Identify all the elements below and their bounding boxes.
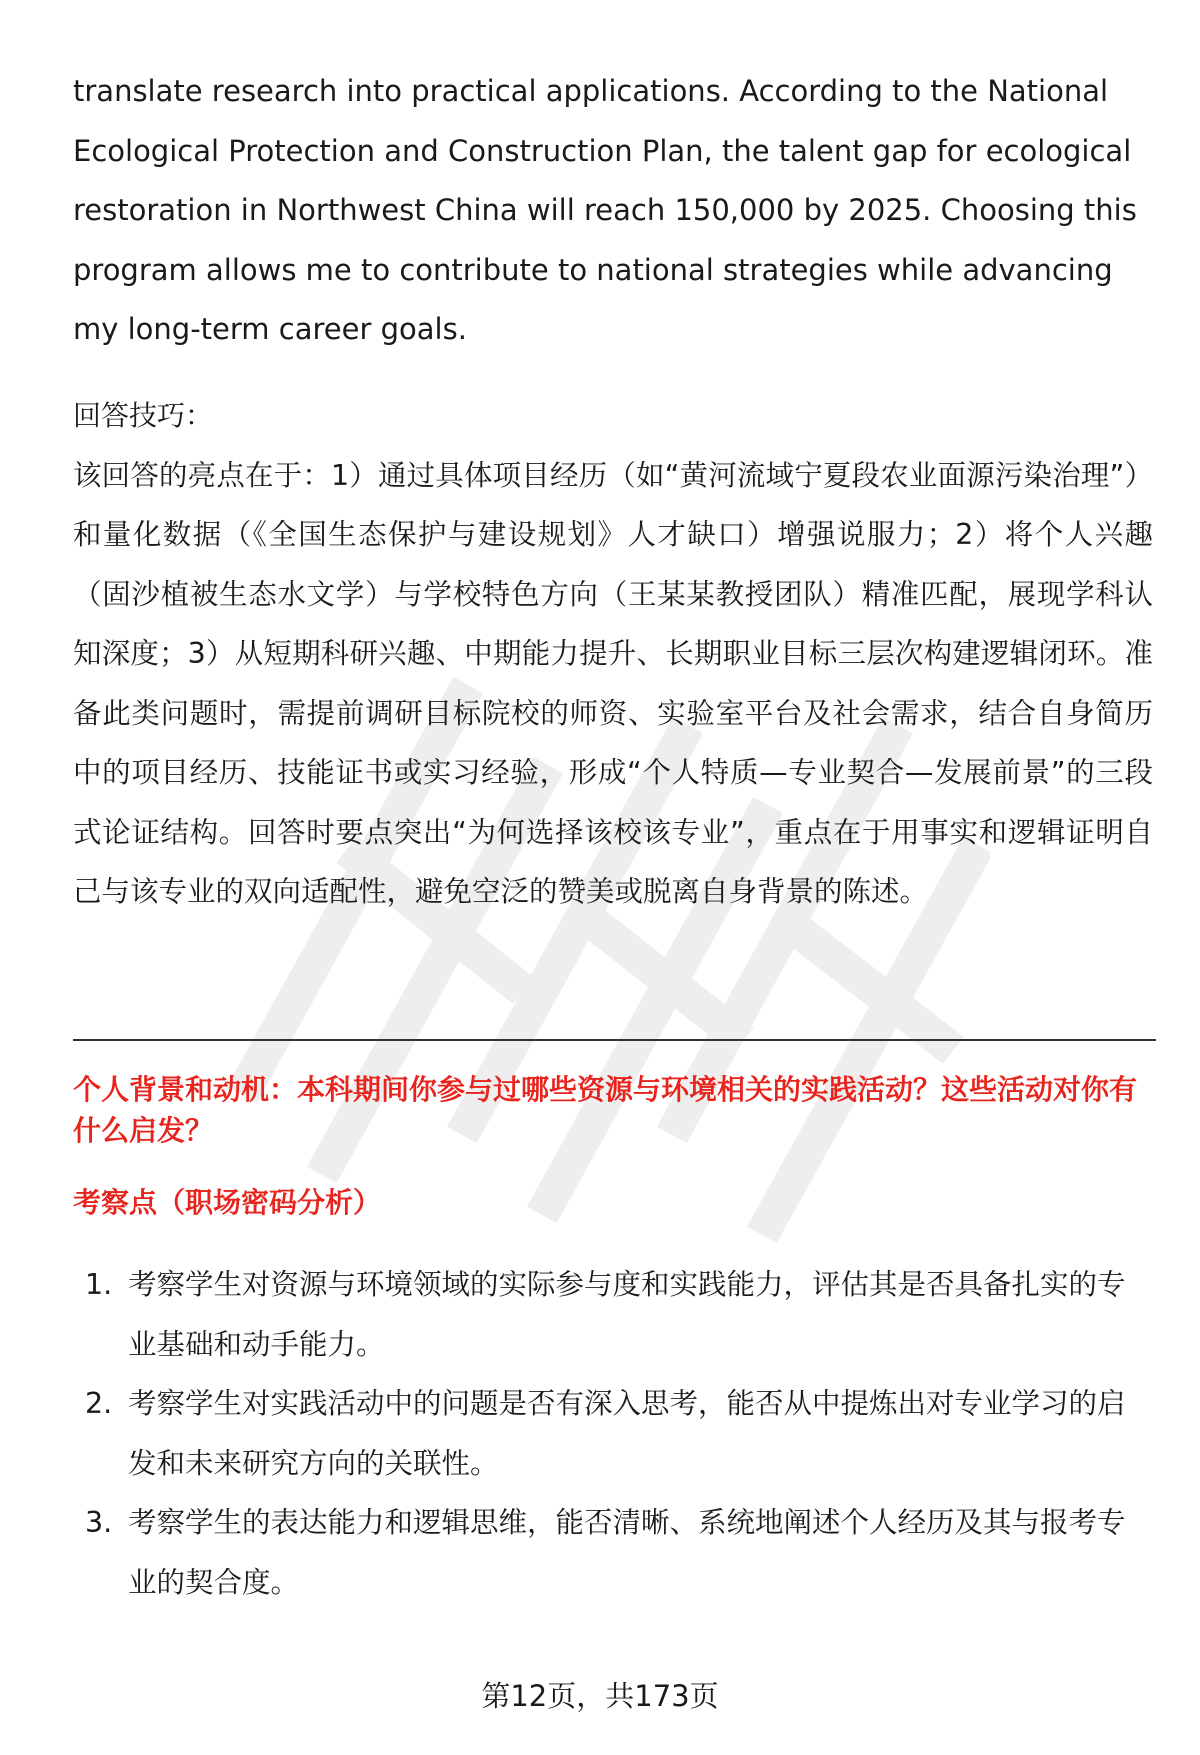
list-item-number: 2. — [85, 1387, 113, 1420]
list-item-number: 1. — [85, 1268, 113, 1301]
page-content — [73, 62, 1153, 922]
page-number: 第12页，共173页 — [481, 1679, 719, 1713]
exam-points-title: 考察点（职场密码分析） — [73, 1186, 382, 1219]
list-item — [73, 1255, 1153, 1374]
list-item-text: 考察学生对资源与环境领域的实际参与度和实践能力，评估其是否具备扎实的专业基础和动手能力。 — [128, 1268, 1126, 1361]
interview-question: 个人背景和动机：本科期间你参与过哪些资源与环境相关的实践活动？这些活动对你有什么启发？ — [73, 1073, 1138, 1147]
list-item — [73, 1493, 1153, 1612]
list-item-text: 考察学生的表达能力和逻辑思维，能否清晰、系统地阐述个人经历及其与报考专业的契合度。 — [128, 1506, 1126, 1599]
english-paragraph: translate research into practical applications. According to the National Ecological Protection and Construction Plan, the talent gap for ecological restoration in Northwest China will reach 150,000 by 2025. Choosing this program allows me to contribute to national strategies while advancing my long-term career goals. — [73, 74, 1137, 346]
list-item-text: 考察学生对实践活动中的问题是否有深入思考，能否从中提炼出对专业学习的启发和未来研究方向的关联性。 — [128, 1387, 1126, 1480]
section-divider — [73, 1039, 1156, 1041]
list-item-number: 3. — [85, 1506, 113, 1539]
list-item — [73, 1374, 1153, 1493]
answer-tips-body: 该回答的亮点在于：1）通过具体项目经历（如“黄河流域宁夏段农业面源污染治理”）和量化数据（《全国生态保护与建设规划》人才缺口）增强说服力；2）将个人兴趣（固沙植被生态水文学）与学校特色方向（王某某教授团队）精准匹配，展现学科认知深度；3）从短期科研兴趣、中期能力提升、长期职业目标三层次构建逻辑闭环。准备此类问题时，需提前调研目标院校的师资、实验室平台及社会需求，结合自身简历中的项目经历、技能证书或实习经验，形成“个人特质—专业契合—发展前景”的三段式论证结构。回答时要点突出“为何选择该校该专业”，重点在于用事实和逻辑证明自己与该专业的双向适配性，避免空泛的赞美或脱离自身背景的陈述。 — [73, 458, 1153, 908]
answer-tips-heading: 回答技巧： — [73, 398, 214, 432]
exam-points-list — [73, 1255, 1153, 1612]
